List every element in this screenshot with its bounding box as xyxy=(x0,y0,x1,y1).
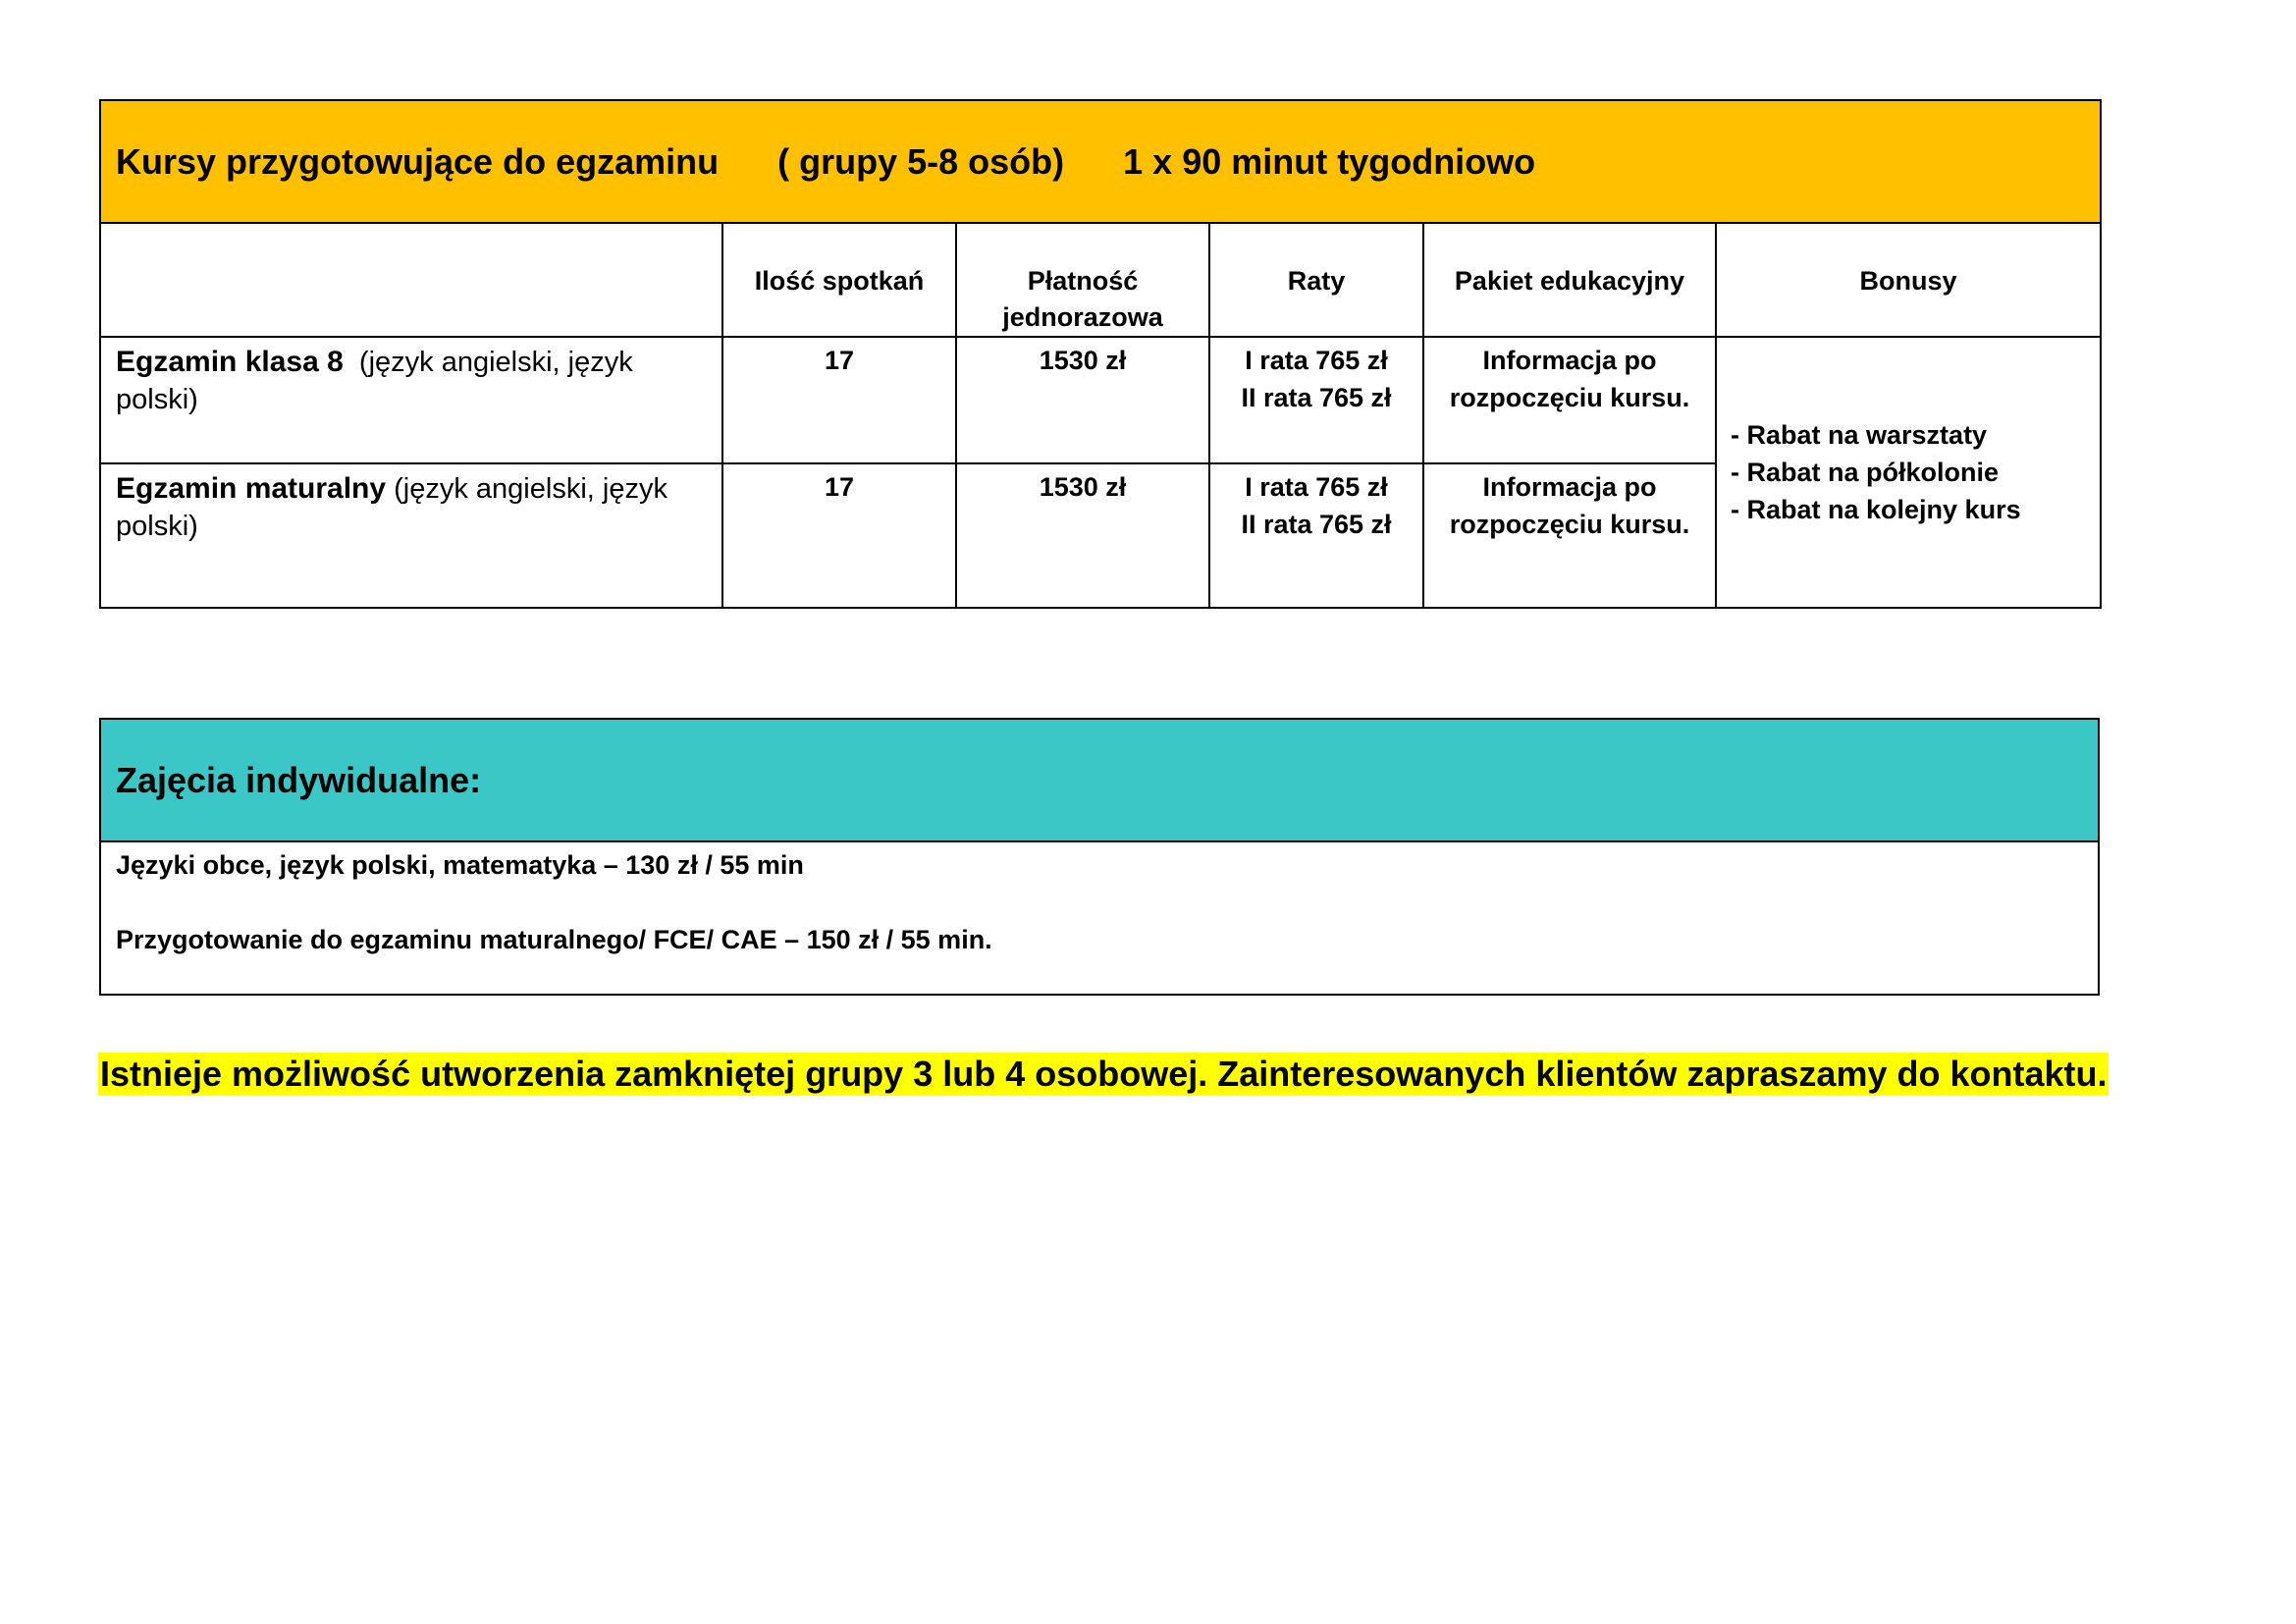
courses-title: Kursy przygotowujące do egzaminu xyxy=(116,140,720,182)
individual-table xyxy=(99,718,2100,996)
price-line: Przygotowanie do egzaminu maturalnego/ FCE/ CAE – 150 zł / 55 min. xyxy=(116,925,992,954)
header-one-time-payment: Płatność jednorazowa xyxy=(956,223,1209,337)
package-cell: Informacja po rozpoczęciu kursu. xyxy=(1423,463,1716,608)
courses-table xyxy=(99,99,2102,609)
header-meetings: Ilość spotkań xyxy=(722,223,956,337)
bonus-item: - Rabat na kolejny kurs xyxy=(1731,495,2021,524)
course-name: Egzamin maturalny xyxy=(116,472,387,505)
course-name-cell xyxy=(100,337,722,463)
courses-banner xyxy=(100,100,2101,223)
course-name: Egzamin klasa 8 xyxy=(116,346,344,378)
bonus-item: - Rabat na warsztaty xyxy=(1731,420,1988,450)
installment-1: I rata 765 zł xyxy=(1245,472,1388,502)
individual-banner: Zajęcia indywidualne: xyxy=(100,719,2099,841)
meetings-cell: 17 xyxy=(722,337,956,463)
price-line: Języki obce, język polski, matematyka – 130 zł / 55 min xyxy=(116,850,804,880)
course-detail: (język angielski, język polski) xyxy=(116,347,633,415)
header-bonuses: Bonusy xyxy=(1716,223,2101,337)
installment-1: I rata 765 zł xyxy=(1245,346,1388,375)
courses-groups: ( grupy 5-8 osób) xyxy=(777,140,1065,182)
bonus-item: - Rabat na półkolonie xyxy=(1731,458,2000,487)
installments-cell xyxy=(1209,337,1423,463)
course-name-cell xyxy=(100,463,722,608)
highlighted-note: Istnieje możliwość utworzenia zamkniętej grupy 3 lub 4 osobowej. Zainteresowanych klientów zapraszamy do kontaktu. xyxy=(100,1054,2108,1094)
courses-frequency: 1 x 90 minut tygodniowo xyxy=(1123,140,1536,182)
table-row xyxy=(100,337,2101,463)
meetings-cell: 17 xyxy=(722,463,956,608)
bonuses-cell xyxy=(1716,337,2101,608)
header-education-package: Pakiet edukacyjny xyxy=(1423,223,1716,337)
payment-cell: 1530 zł xyxy=(956,463,1209,608)
installments-cell xyxy=(1209,463,1423,608)
installment-2: II rata 765 zł xyxy=(1241,383,1392,412)
payment-cell: 1530 zł xyxy=(956,337,1209,463)
installment-2: II rata 765 zł xyxy=(1241,510,1392,539)
course-detail: (język angielski, język polski) xyxy=(116,473,667,542)
individual-prices xyxy=(100,841,2099,995)
header-cell-empty xyxy=(100,223,722,337)
package-cell: Informacja po rozpoczęciu kursu. xyxy=(1423,337,1716,463)
header-installments: Raty xyxy=(1209,223,1423,337)
